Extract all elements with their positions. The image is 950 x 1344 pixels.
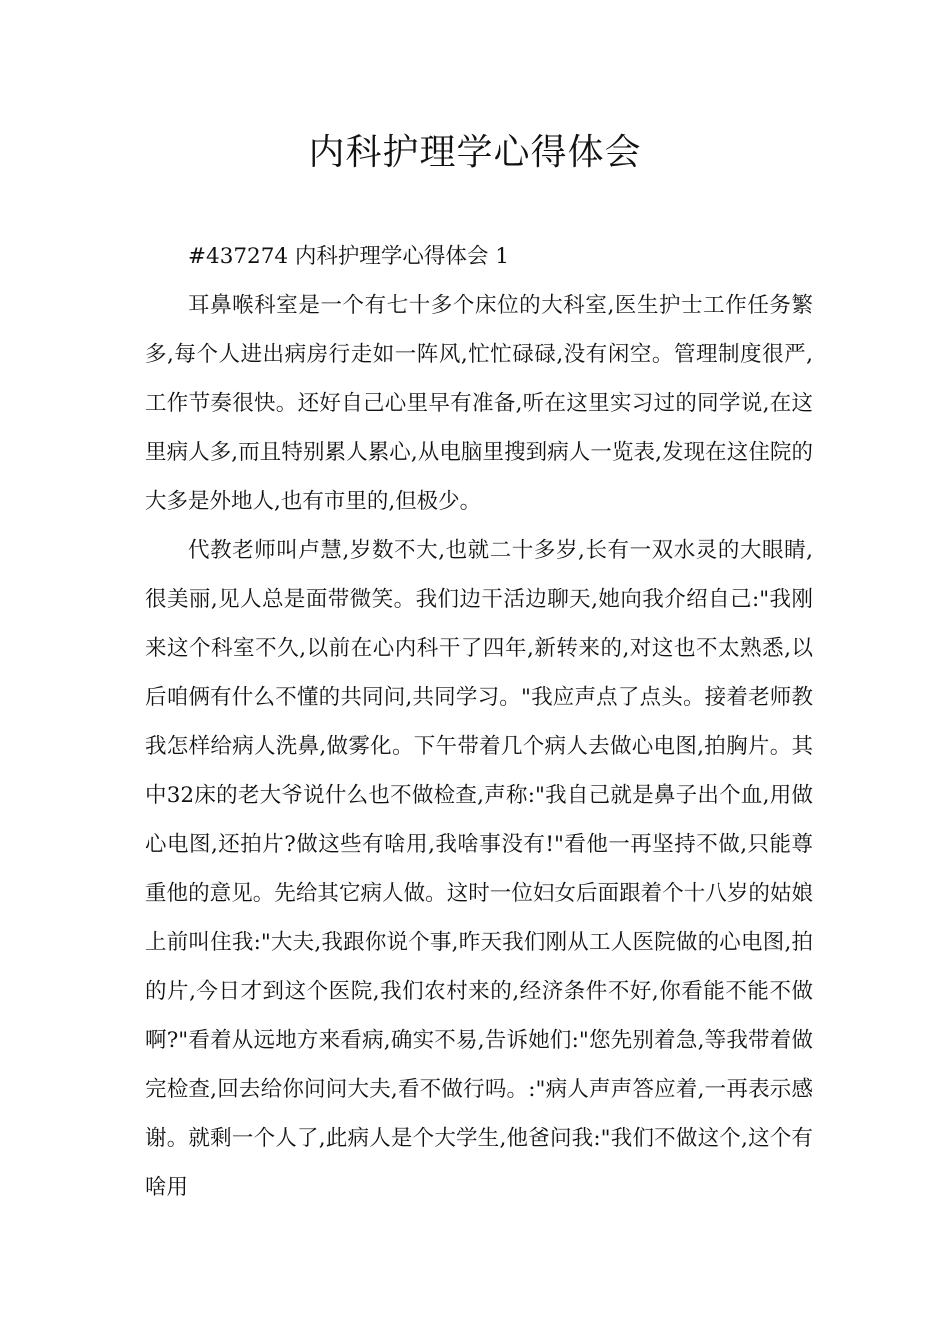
paragraph-1: 耳鼻喉科室是一个有七十多个床位的大科室,医生护士工作任务繁多,每个人进出病房行走如一阵风,忙忙碌碌,没有闲空。管理制度很严,工作节奏很快。还好自己心里早有准备,听在这里实习过的同学说,在这里病人多,而且特别累人累心,从电脑里搜到病人一览表,发现在这住院的大多是外地人,也有市里的,但极少。 bbox=[145, 293, 813, 514]
document-title: 内科护理学心得体会 bbox=[308, 132, 642, 173]
document-heading-line bbox=[145, 232, 813, 281]
document-body bbox=[145, 232, 813, 1212]
paragraph-2: 代教老师叫卢慧,岁数不大,也就二十多岁,长有一双水灵的大眼睛,很美丽,见人总是面带微笑。我们边干活边聊天,她向我介绍自己:"我刚来这个科室不久,以前在心内科干了四年,新转来的,对这也不太熟悉,以后咱俩有什么不懂的共同问,共同学习。"我应声点了点头。接着老师教我怎样给病人洗鼻,做雾化。下午带着几个病人去做心电图,拍胸片。其中32床的老大爷说什么也不做检查,声称:"我自己就是鼻子出个血,用做心电图,还拍片?做这些有啥用,我啥事没有!"看他一再坚持不做,只能尊重他的意见。先给其它病人做。这时一位妇女后面跟着个十八岁的姑娘上前叫住我:"大夫,我跟你说个事,昨天我们刚从工人医院做的心电图,拍的片,今日才到这个医院,我们农村来的,经济条件不好,你看能不能不做啊?"看着从远地方来看病,确实不易,告诉她们:"您先别着急,等我带着做完检查,回去给你问问大夫,看不做行吗。:"病人声声答应着,一再表示感谢。就剩一个人了,此病人是个大学生,他爸问我:"我们不做这个,这个有啥用 bbox=[145, 538, 813, 1200]
heading-line-text: #437274 内科护理学心得体会 1 bbox=[188, 244, 509, 269]
